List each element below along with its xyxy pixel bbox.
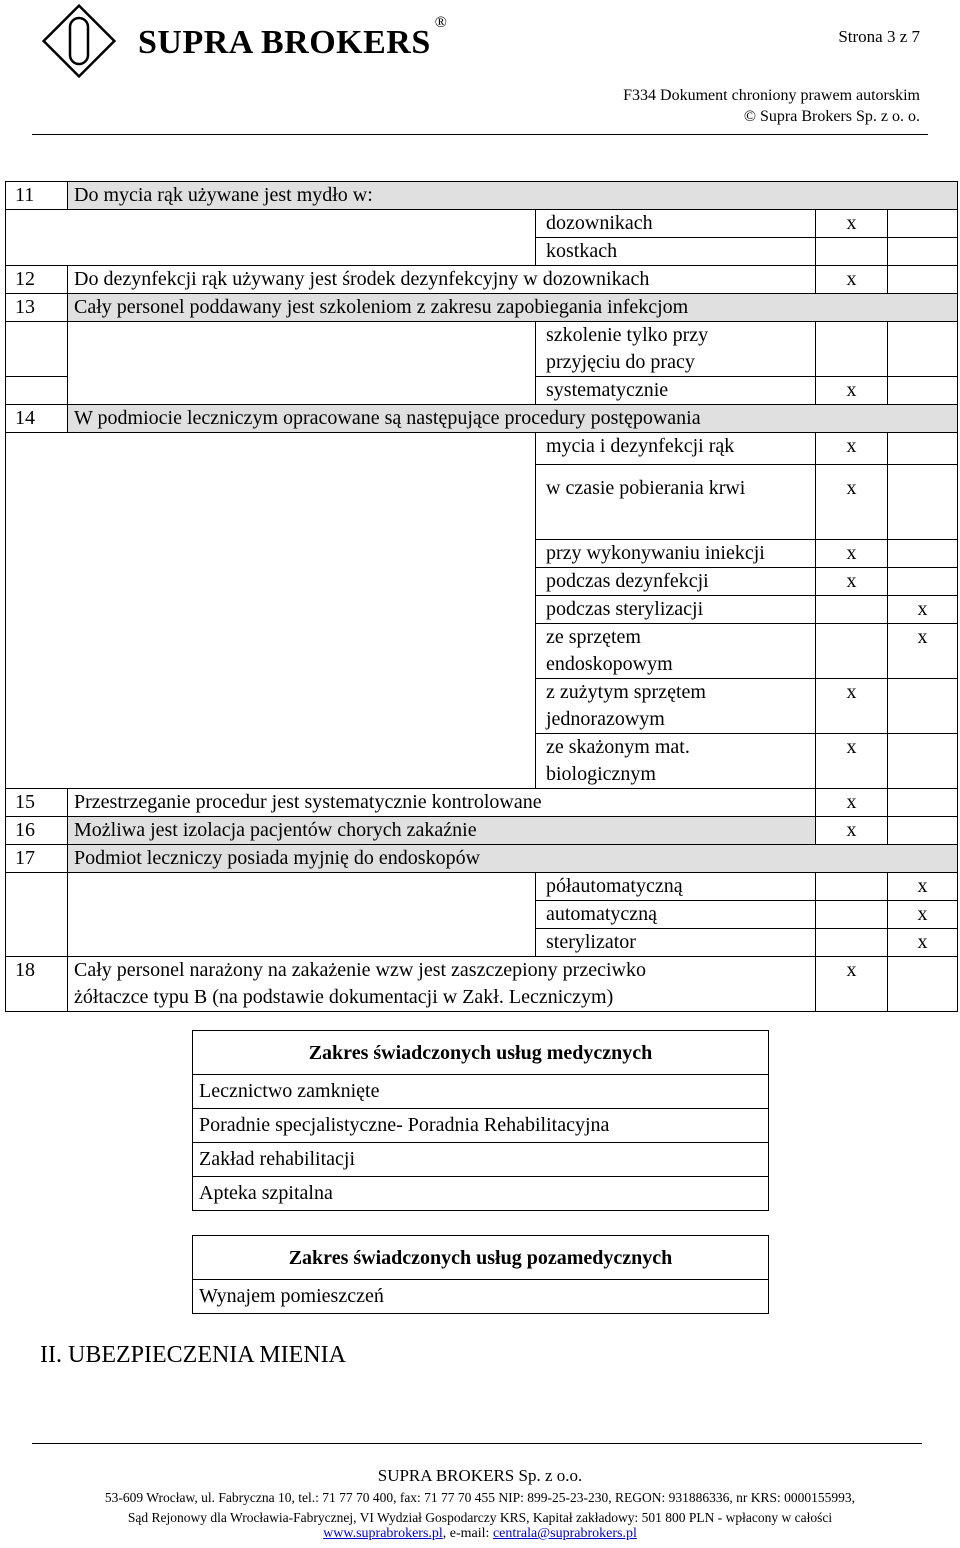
option-label: systematycznie: [536, 377, 816, 405]
no-mark: x: [888, 901, 958, 929]
footer-registry: Sąd Rejonowy dla Wrocławia-Fabrycznej, VI Wydział Gospodarczy KRS, Kapitał zakładowy: 501 800 PLN - wpłacony w całości: [127, 1510, 833, 1525]
option-label: dozownikach: [536, 210, 816, 238]
list-item: Poradnie specjalistyczne- Poradnia Rehabilitacyjna: [193, 1109, 769, 1143]
table-row: [6, 873, 958, 901]
table-row: [6, 294, 958, 322]
medical-services-title: Zakres świadczonych usług medycznych: [193, 1031, 769, 1075]
footer-address: 53-609 Wrocław, ul. Fabryczna 10, tel.: 71 77 70 400, fax: 71 77 70 455 NIP: 899-25-23-230, REGON: 931886336, nr KRS: 0000155993,: [104, 1490, 856, 1505]
table-row: [6, 266, 958, 294]
row-number: 18: [6, 957, 68, 1012]
question-text: Podmiot leczniczy posiada myjnię do endoskopów: [68, 845, 958, 873]
option-label: podczas dezynfekcji: [536, 568, 816, 596]
yes-mark: x: [816, 210, 888, 238]
document-id: F334 Dokument chroniony prawem autorskim: [623, 87, 920, 104]
table-row: [6, 957, 958, 1012]
yes-mark: x: [816, 540, 888, 568]
footer-company: SUPRA BROKERS Sp. z o.o.: [377, 1466, 583, 1485]
section-heading: II. UBEZPIECZENIA MIENIA: [40, 1342, 346, 1368]
row-number: 12: [6, 266, 68, 294]
table-row: [6, 322, 958, 377]
list-item: Lecznictwo zamknięte: [193, 1075, 769, 1109]
option-label: automatyczną: [536, 901, 816, 929]
option-label: podczas sterylizacji: [536, 596, 816, 624]
no-mark: x: [888, 624, 958, 679]
list-item: Apteka szpitalna: [193, 1177, 769, 1211]
website-link[interactable]: www.suprabrokers.pl: [323, 1526, 443, 1541]
medical-services-box: [192, 1030, 769, 1211]
row-number: 16: [6, 817, 68, 845]
nonmedical-services-box: [192, 1235, 769, 1314]
table-row: [6, 210, 958, 238]
supra-brokers-logo-icon: [40, 2, 118, 80]
copyright-notice: © Supra Brokers Sp. z o. o.: [743, 108, 920, 125]
yes-mark: x: [816, 734, 888, 789]
option-label: z zużytym sprzętem jednorazowym: [536, 679, 816, 734]
no-mark: x: [888, 929, 958, 957]
option-label: kostkach: [536, 238, 816, 266]
yes-mark: x: [816, 377, 888, 405]
option-label: ze sprzętem endoskopowym: [536, 624, 816, 679]
question-text: W podmiocie leczniczym opracowane są następujące procedury postępowania: [68, 405, 958, 433]
table-row: [6, 789, 958, 817]
yes-mark: x: [816, 465, 888, 540]
option-label: przy wykonywaniu iniekcji: [536, 540, 816, 568]
row-number: 15: [6, 789, 68, 817]
nonmedical-services-title: Zakres świadczonych usług pozamedycznych: [193, 1236, 769, 1280]
page-indicator: Strona 3 z 7: [838, 27, 920, 46]
yes-mark: x: [816, 789, 888, 817]
question-text: Do dezynfekcji rąk używany jest środek dezynfekcyjny w dozownikach: [68, 266, 816, 294]
brand-name: SUPRA BROKERS®: [138, 13, 448, 61]
header-divider: [32, 134, 928, 135]
yes-mark: x: [816, 957, 888, 1012]
table-row: [6, 405, 958, 433]
row-number: 11: [6, 182, 68, 210]
table-row: [6, 817, 958, 845]
option-label: sterylizator: [536, 929, 816, 957]
question-text: Przestrzeganie procedur jest systematycznie kontrolowane: [68, 789, 816, 817]
option-label: ze skażonym mat. biologicznym: [536, 734, 816, 789]
no-mark: x: [888, 596, 958, 624]
yes-mark: x: [816, 433, 888, 465]
question-text: Cały personel narażony na zakażenie wzw jest zaszczepiony przeciwko żółtaczce typu B (na podstawie dokumentacji w Zakł. Leczniczym): [68, 957, 816, 1012]
footer-contact: www.suprabrokers.pl, e-mail: centrala@suprabrokers.pl: [323, 1526, 637, 1541]
hygiene-questionnaire-table: [5, 181, 958, 1012]
option-label: półautomatyczną: [536, 873, 816, 901]
option-label: mycia i dezynfekcji rąk: [536, 433, 816, 465]
footer-divider: [32, 1443, 922, 1444]
table-row: [6, 845, 958, 873]
yes-mark: x: [816, 568, 888, 596]
registered-mark: ®: [434, 13, 448, 31]
question-text: Cały personel poddawany jest szkoleniom z zakresu zapobiegania infekcjom: [68, 294, 958, 322]
row-number: 13: [6, 294, 68, 322]
question-text: Do mycia rąk używane jest mydło w:: [68, 182, 958, 210]
yes-mark: x: [816, 817, 888, 845]
option-label: w czasie pobierania krwi: [536, 465, 816, 540]
yes-mark: x: [816, 679, 888, 734]
table-row: [6, 182, 958, 210]
option-label: szkolenie tylko przy przyjęciu do pracy: [536, 322, 816, 377]
yes-mark: x: [816, 266, 888, 294]
row-number: 14: [6, 405, 68, 433]
list-item: Zakład rehabilitacji: [193, 1143, 769, 1177]
question-text: Możliwa jest izolacja pacjentów chorych zakaźnie: [68, 817, 816, 845]
list-item: Wynajem pomieszczeń: [193, 1280, 769, 1314]
email-link[interactable]: centrala@suprabrokers.pl: [492, 1526, 637, 1541]
table-row: [6, 433, 958, 465]
row-number: 17: [6, 845, 68, 873]
no-mark: x: [888, 873, 958, 901]
